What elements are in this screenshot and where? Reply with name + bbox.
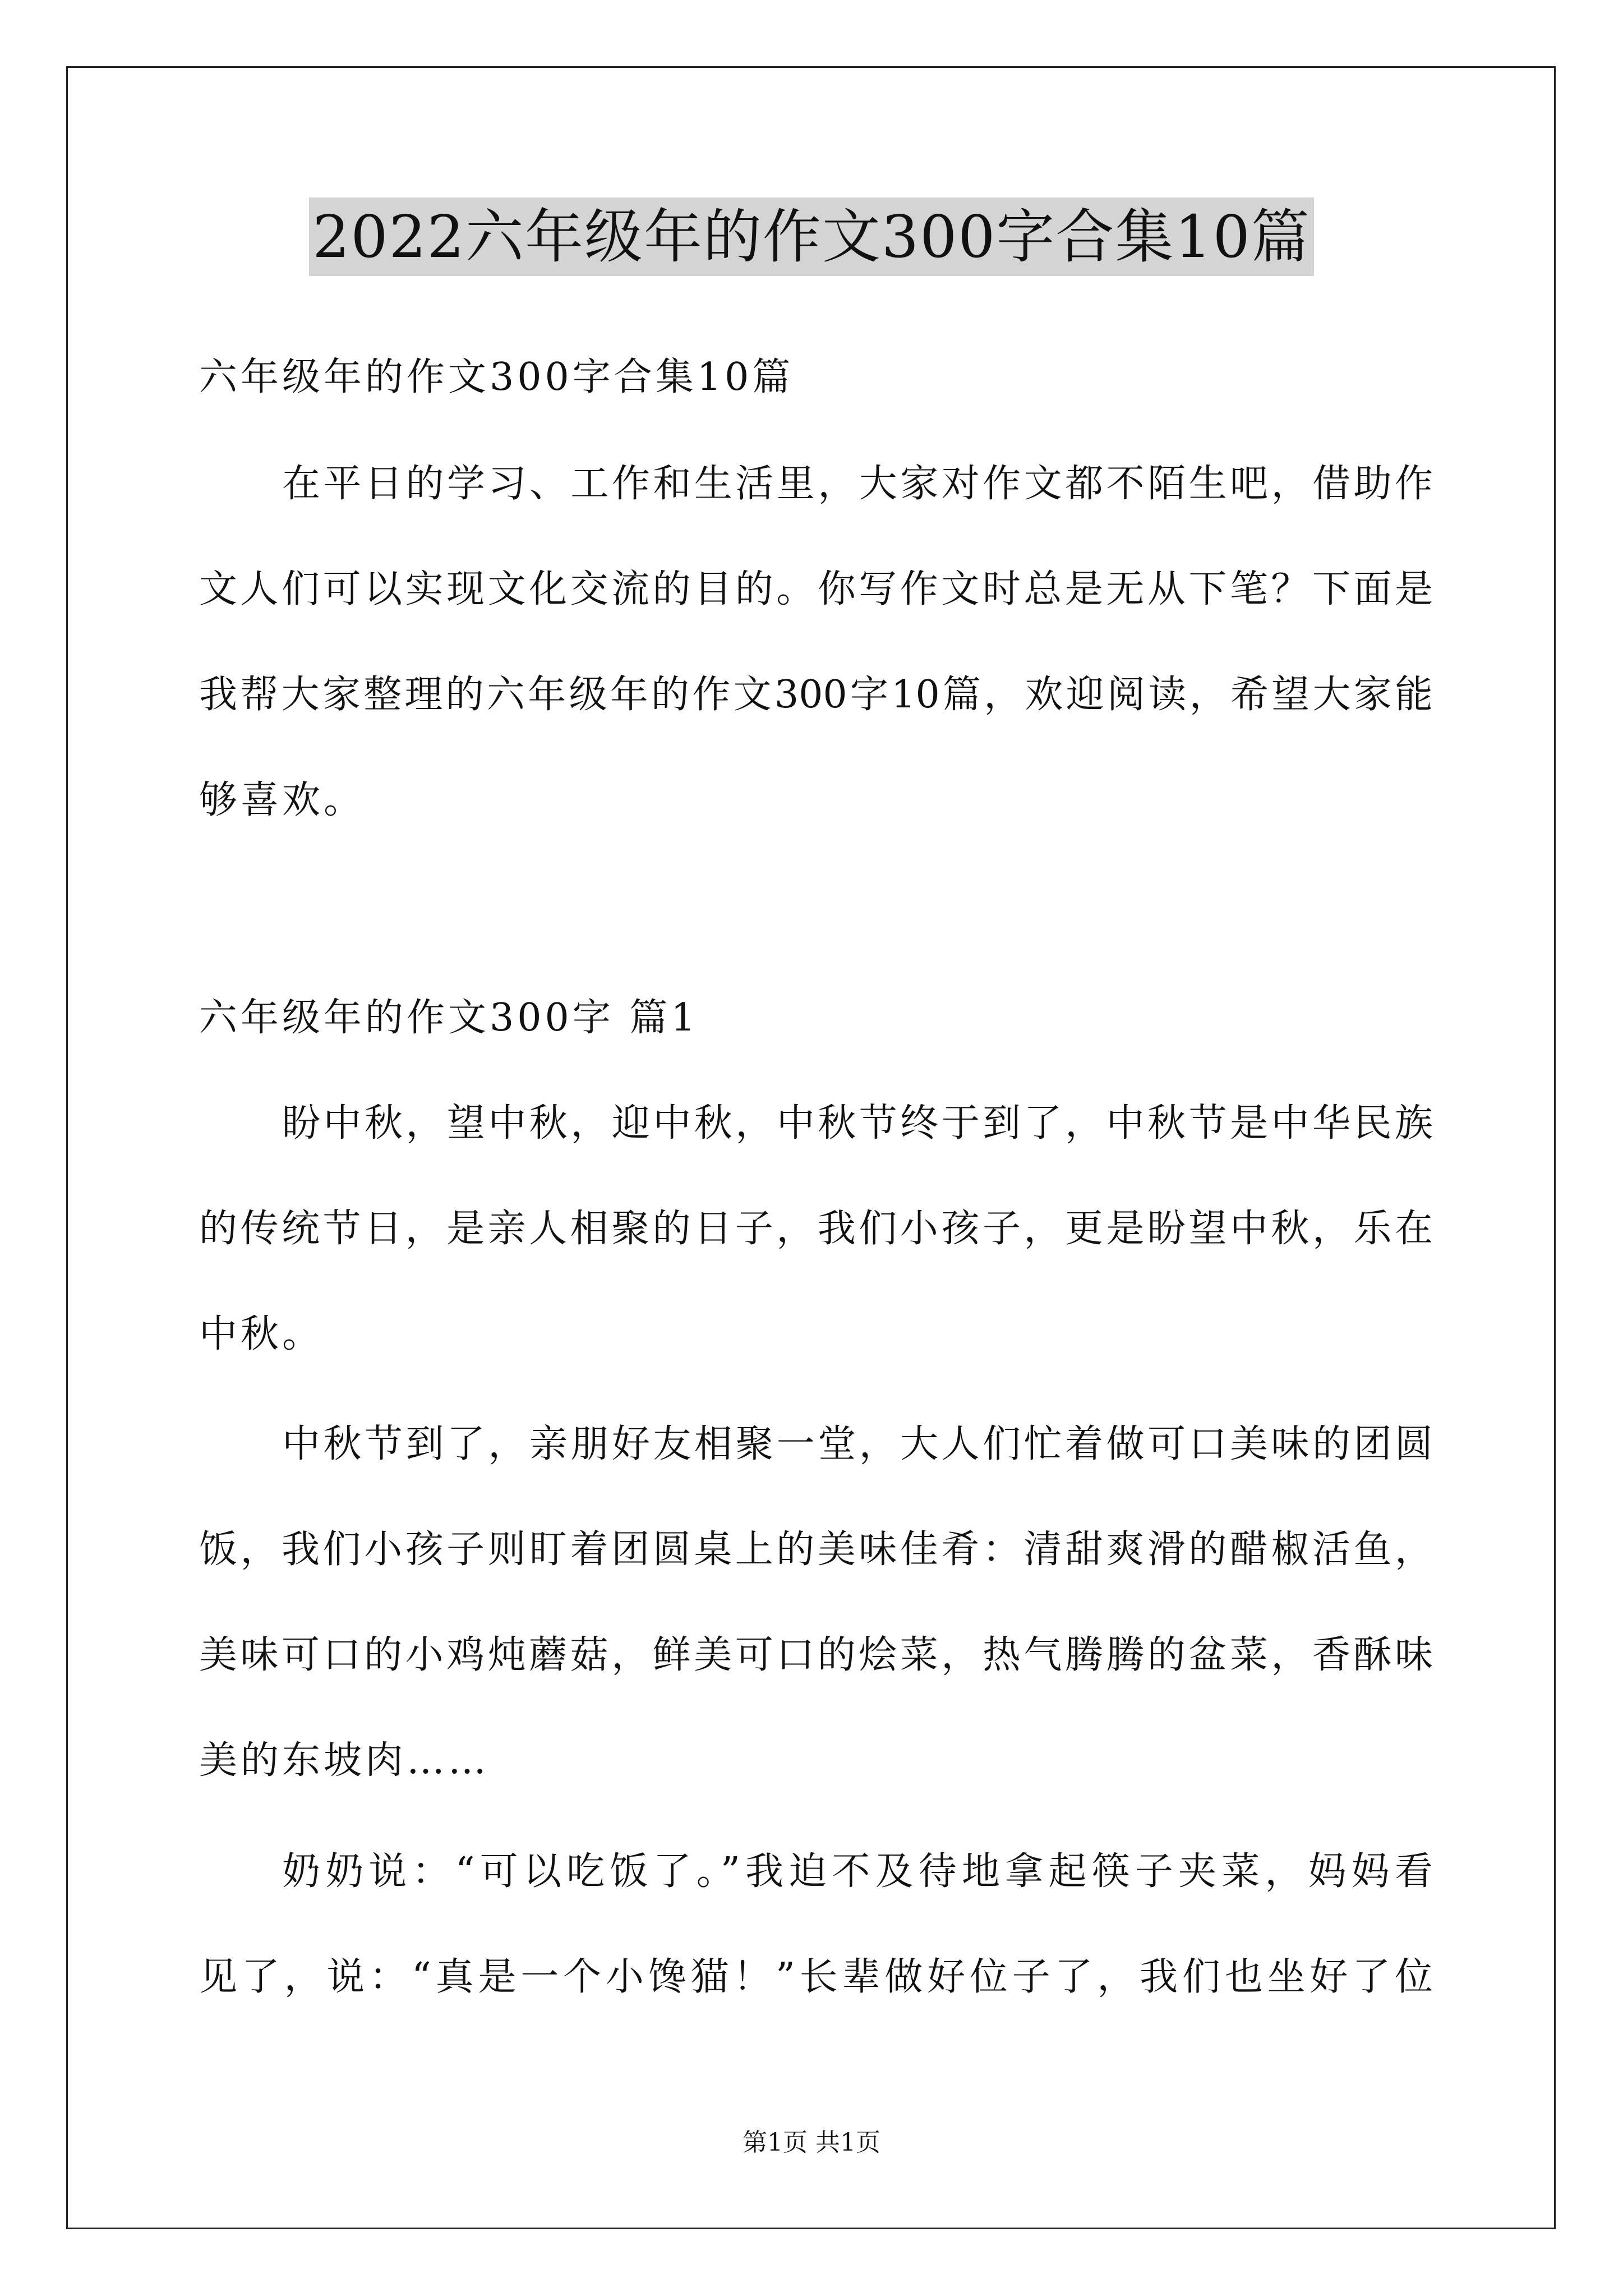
paragraph-line: 盼中秋，望中秋，迎中秋，中秋节终于到了，中秋节是中华民族 <box>282 1101 1433 1145</box>
intro-line: 文人们可以实现文化交流的目的。你写作文时总是无从下笔？下面是 <box>199 567 1433 611</box>
intro-line: 够喜欢。 <box>199 778 366 822</box>
paragraph-line: 奶奶说：“可以吃饭了。”我迫不及待地拿起筷子夹菜，妈妈看 <box>282 1849 1433 1894</box>
section-heading: 六年级年的作文300字 篇1 <box>199 996 699 1040</box>
paragraph-line: 美味可口的小鸡炖蘑菇，鲜美可口的烩菜，热气腾腾的盆菜，香酥味 <box>199 1633 1433 1677</box>
paragraph-line: 见了，说：“真是一个小馋猫！”长辈做好位子了，我们也坐好了位 <box>199 1955 1433 1999</box>
paragraph-line: 中秋节到了，亲朋好友相聚一堂，大人们忙着做可口美味的团圆 <box>282 1422 1433 1466</box>
paragraph-line: 的传统节日，是亲人相聚的日子，我们小孩子，更是盼望中秋，乐在 <box>199 1207 1433 1251</box>
intro-line: 在平日的学习、工作和生活里，大家对作文都不陌生吧，借助作 <box>282 462 1433 506</box>
paragraph-line: 饭，我们小孩子则盯着团圆桌上的美味佳肴：清甜爽滑的醋椒活鱼， <box>199 1527 1433 1572</box>
paragraph-line: 美的东坡肉…… <box>199 1738 490 1783</box>
paragraph-line: 中秋。 <box>199 1312 324 1356</box>
document-subtitle: 六年级年的作文300字合集10篇 <box>199 355 794 399</box>
title-container <box>0 197 1623 276</box>
intro-line: 我帮大家整理的六年级年的作文300字10篇，欢迎阅读，希望大家能 <box>199 673 1433 717</box>
page-footer: 第1页 共1页 <box>743 2128 880 2157</box>
document-title: 2022六年级年的作文300字合集10篇 <box>309 197 1314 276</box>
